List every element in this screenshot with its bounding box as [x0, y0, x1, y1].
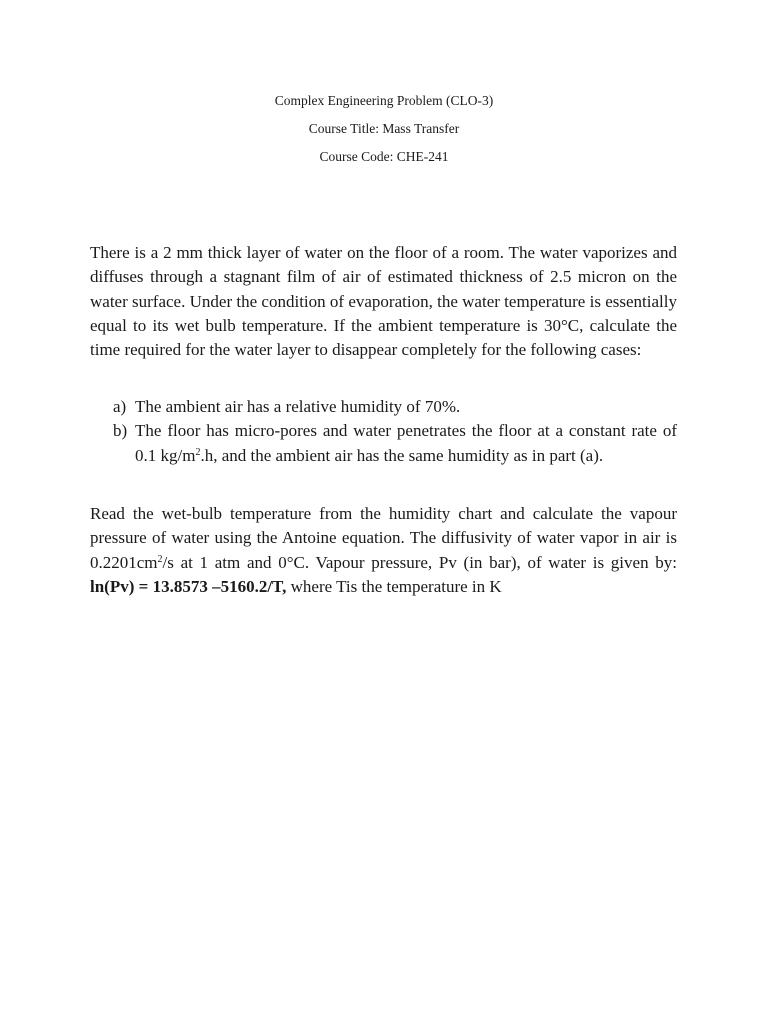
instruction-part3: where Tis the temperature in K: [286, 576, 502, 596]
course-code: Course Code: CHE-241: [319, 149, 449, 164]
case-text-b-part2: .h, and the ambient air has the same humidity as in part (a).: [200, 445, 604, 465]
case-text-a: The ambient air has a relative humidity of 70%.: [135, 397, 461, 416]
instruction-paragraph: [90, 502, 677, 599]
diffusivity-superscript: 2: [157, 553, 163, 565]
case-item-b: [113, 419, 677, 468]
antoine-equation: ln(Pv) = 13.8573 –5160.2/T,: [90, 576, 287, 596]
case-marker-b: b): [113, 421, 128, 441]
case-list: [113, 395, 677, 468]
instruction-part1: Read the wet-bulb temperature from the humidity chart and calculate the vapour pressure of water using the Antoine equation. The diffusivity of water vapor in air is 0.2201cm: [90, 504, 677, 572]
case-text-b-superscript: 2: [195, 446, 201, 458]
case-marker-a: a): [113, 397, 127, 416]
case-item-a: [113, 395, 677, 419]
assignment-title: Complex Engineering Problem (CLO-3): [274, 93, 494, 108]
case-text-b-part1: The floor has micro-pores and water penetrates the floor at a constant rate of 0.1 kg/m: [135, 421, 677, 465]
problem-statement: There is a 2 mm thick layer of water on the floor of a room. The water vaporizes and diffuses through a stagnant film of air of estimated thickness of 2.5 micron on the water surface. Under the condition of evaporation, the water temperature is essentially equal to its wet bulb temperature. If the ambient temperature is 30°C, calculate the time required for the water layer to disappear completely for the following cases:: [90, 243, 677, 360]
instruction-part2: /s at 1 atm and 0°C. Vapour pressure, Pv (in bar), of water is given by:: [162, 552, 677, 572]
course-title: Course Title: Mass Transfer: [308, 121, 460, 136]
